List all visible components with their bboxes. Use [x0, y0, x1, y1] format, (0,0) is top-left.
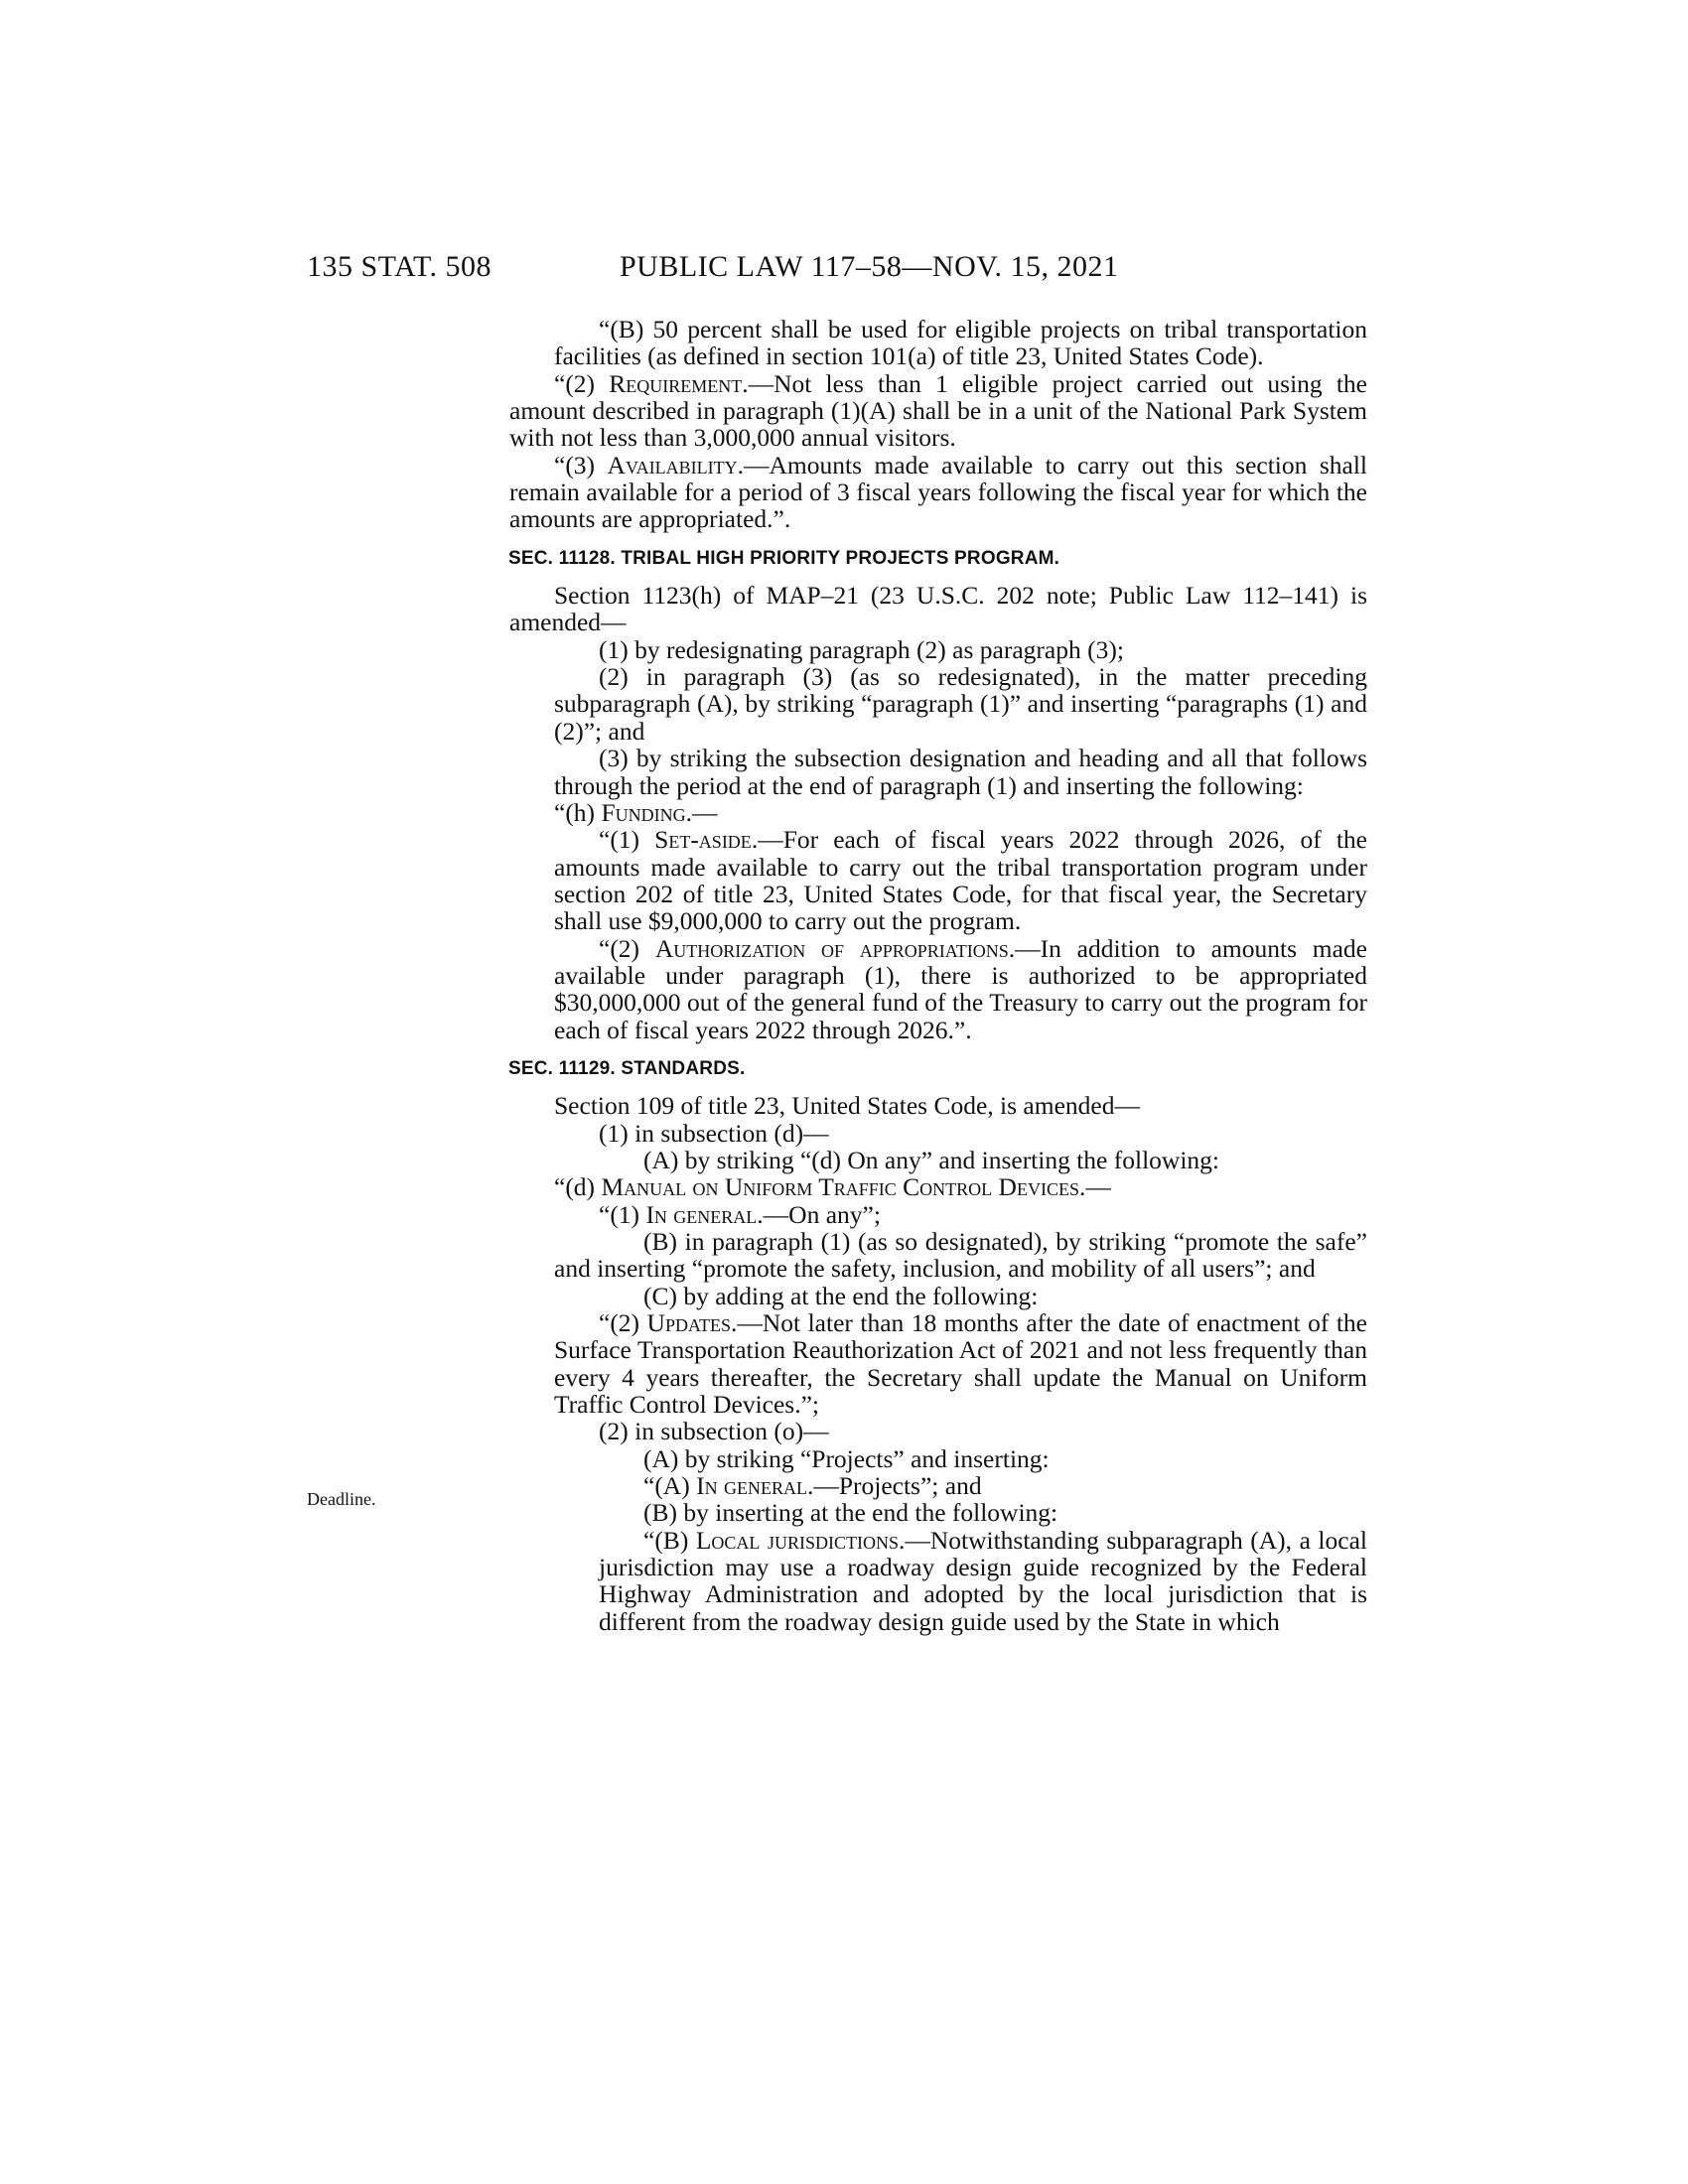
clause-c-adding: (C) by adding at the end the following: — [643, 1281, 1039, 1310]
paragraph-heading: Manual on Uniform Traffic Control Devices — [601, 1172, 1079, 1202]
paragraph-number: “(2) — [554, 368, 610, 398]
paragraph-heading: Funding — [601, 797, 686, 827]
paragraph-2-authorization — [509, 935, 1367, 1043]
paragraph-text: .—Projects”; and — [806, 1471, 982, 1501]
clause-b-promote: (B) in paragraph (1) (as so designated), by striking “promote the safe” and inserting “promote the safety, inclusion, and mobility of all users”; and — [554, 1227, 1367, 1284]
clause-a-striking: (A) by striking “(d) On any” and inserting the following: — [643, 1145, 1220, 1174]
paragraph-heading: In general — [696, 1471, 807, 1501]
section-11129-heading: SEC. 11129. STANDARDS. — [508, 1057, 746, 1079]
section-11129-intro: Section 109 of title 23, United States Code, is amended— — [554, 1091, 1140, 1121]
paragraph-b-50-percent: “(B) 50 percent shall be used for eligible projects on tribal transportation facilities (as defined in section 101(a) of title 23, United States Code). — [554, 315, 1367, 371]
paragraph-2-requirement — [509, 370, 1367, 452]
paragraph-heading: Availability — [607, 450, 738, 479]
section-11128-clause-3: (3) by striking the subsection designation and heading and all that follows through the period at the end of paragraph (1) and inserting the following: — [554, 744, 1367, 800]
paragraph-3-availability — [509, 452, 1367, 533]
paragraph-text: .— — [1078, 1172, 1111, 1202]
paragraph-heading: Local jurisdictions — [695, 1525, 899, 1555]
paragraph-text: .—Amounts made available to carry out this section shall remain available for a period of 3 fiscal years following the fiscal year for which the amounts are appropriated.”. — [509, 450, 1367, 534]
section-11128-clause-2: (2) in paragraph (3) (as so redesignated), in the matter preceding subparagraph (A), by striking “paragraph (1)” and inserting “paragraphs (1) and (2)”; and — [554, 662, 1367, 746]
paragraph-heading: Authorization of appropriations — [654, 933, 1009, 963]
paragraph-2-updates — [509, 1309, 1367, 1418]
paragraph-text: .—Not less than 1 eligible project carried out using the amount described in paragraph (1)(A) shall be in a unit of the National Park System with not less than 3,000,000 annual visitors. — [509, 368, 1367, 453]
paragraph-1-in-general — [509, 1201, 1367, 1228]
paragraph-text: .—Not later than 18 months after the date of enactment of the Surface Transportation Reauthorization Act of 2021 and not less frequently than every 4 years thereafter, the Secretary shall update the Manual on Uniform Traffic Control Devices.”; — [554, 1308, 1367, 1420]
section-11129-clause-1: (1) in subsection (d)— — [599, 1118, 829, 1148]
margin-note-deadline: Deadline. — [307, 1489, 376, 1509]
law-title: PUBLIC LAW 117–58—NOV. 15, 2021 — [620, 250, 1119, 283]
clause-a-in-general — [509, 1472, 1367, 1499]
paragraph-number: “(2) — [599, 933, 655, 963]
paragraph-number: “(A) — [643, 1471, 697, 1501]
paragraph-text: .— — [685, 797, 718, 827]
paragraph-text: .—On any”; — [757, 1199, 881, 1229]
paragraph-1-set-aside — [509, 826, 1367, 934]
subsection-d-manual — [509, 1173, 1367, 1200]
subsection-h-funding — [509, 799, 1367, 826]
paragraph-number: “(2) — [599, 1308, 647, 1338]
clause-b-inserting: (B) by inserting at the end the following: — [643, 1498, 1058, 1528]
paragraph-number: “(3) — [554, 450, 608, 479]
clause-b-local-jurisdictions — [509, 1527, 1367, 1635]
paragraph-number: “(d) — [554, 1172, 602, 1202]
paragraph-heading: In general — [645, 1199, 758, 1229]
paragraph-number: “(1) — [599, 1199, 646, 1229]
paragraph-heading: Updates — [646, 1308, 731, 1338]
paragraph-heading: Set-aside — [654, 825, 752, 855]
paragraph-text: .—In addition to amounts made available under paragraph (1), there is authorized to be appropriated $30,000,000 out of the general fund of the Treasury to carry out the program for each of fiscal years 2022 through 2026.”. — [554, 933, 1367, 1044]
page-header — [0, 250, 1688, 290]
paragraph-number: “(h) — [554, 797, 602, 827]
paragraph-text: .—Notwithstanding subparagraph (A), a local jurisdiction may use a roadway design guide recognized by the Federal Highway Administration and adopted by the local jurisdiction that is different from the roadway design guide used by the State in which — [599, 1525, 1367, 1636]
section-11128-clause-1: (1) by redesignating paragraph (2) as paragraph (3); — [599, 634, 1124, 664]
paragraph-text: .—For each of fiscal years 2022 through 2026, of the amounts made available to carry out the tribal transportation program under section 202 of title 23, United States Code, for that fiscal year, the Secretary shall use $9,000,000 to carry out the program. — [554, 825, 1367, 936]
paragraph-number: “(1) — [599, 825, 655, 855]
statute-page-number: 135 STAT. 508 — [307, 250, 492, 283]
clause-a-projects: (A) by striking “Projects” and inserting: — [643, 1443, 1050, 1473]
paragraph-heading: Requirement — [609, 368, 743, 398]
section-11128-heading: SEC. 11128. TRIBAL HIGH PRIORITY PROJECTS PROGRAM. — [508, 547, 1060, 569]
body-text — [509, 316, 1367, 1635]
paragraph-number: “(B) — [643, 1525, 696, 1555]
section-11128-intro: Section 1123(h) of MAP–21 (23 U.S.C. 202 note; Public Law 112–141) is amended— — [509, 581, 1367, 637]
section-11129-clause-2: (2) in subsection (o)— — [599, 1417, 829, 1446]
